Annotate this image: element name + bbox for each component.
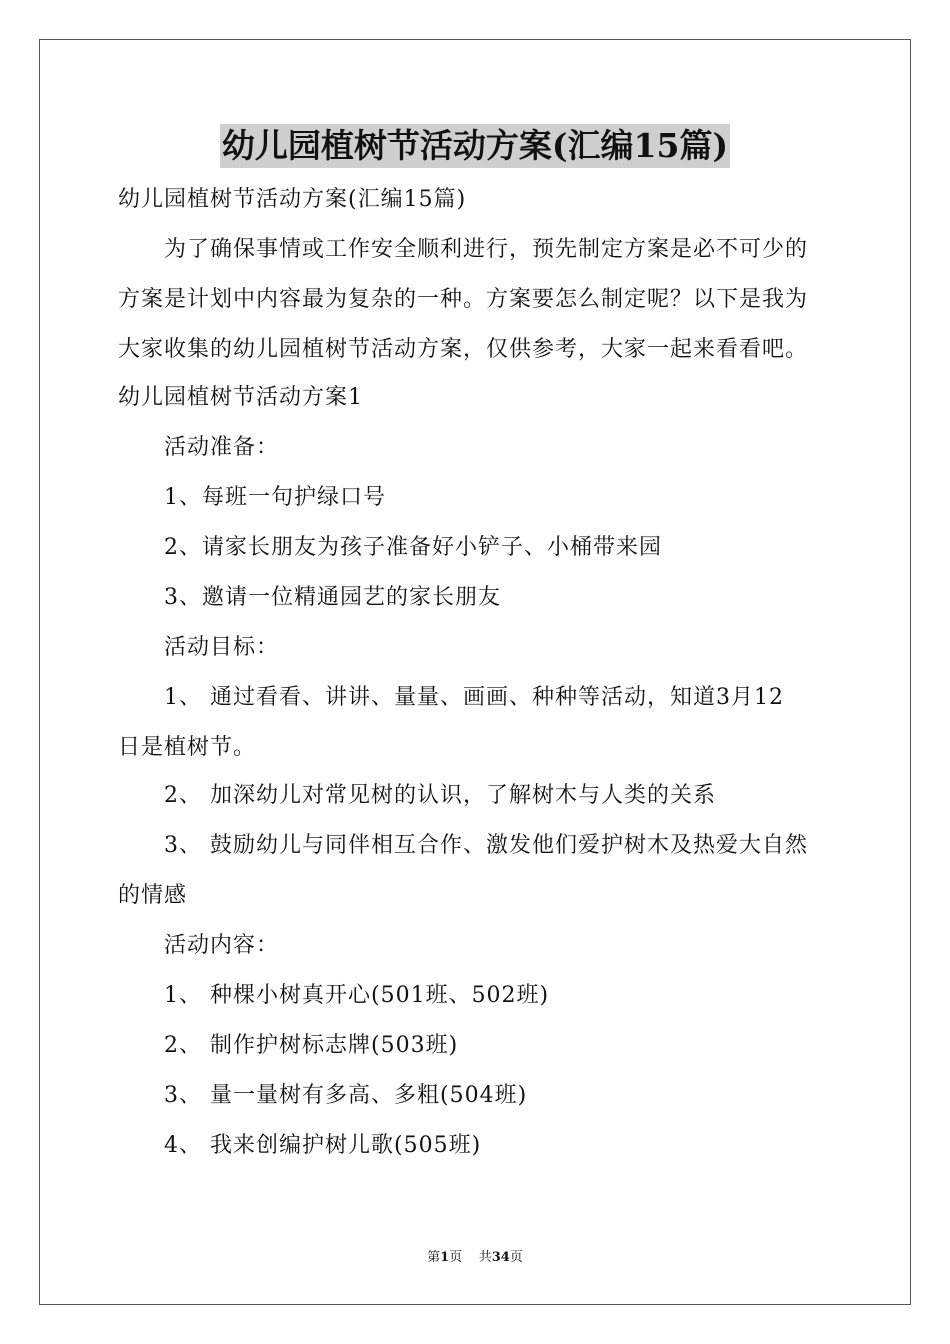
text-line: 3、 鼓励幼儿与同伴相互合作、激发他们爱护树木及热爱大自然 xyxy=(164,833,808,858)
text-line: 大家收集的幼儿园植树节活动方案，仅供参考，大家一起来看看吧。 xyxy=(118,337,809,362)
title-container xyxy=(0,124,950,168)
text-line: 幼儿园植树节活动方案1 xyxy=(118,385,363,410)
text-line: 4、 我来创编护树儿歌(505班) xyxy=(164,1133,482,1158)
total-suffix: 页 xyxy=(509,1250,523,1265)
page-border xyxy=(39,39,911,1305)
page-prefix: 第 xyxy=(427,1250,441,1265)
text-line: 1、 种棵小树真开心(501班、502班) xyxy=(164,983,550,1008)
text-line: 2、 制作护树标志牌(503班) xyxy=(164,1033,459,1058)
document-title: 幼儿园植树节活动方案(汇编15篇) xyxy=(220,124,730,168)
text-line: 的情感 xyxy=(118,883,188,908)
page-suffix: 页 xyxy=(449,1250,463,1265)
text-line: 日是植树节。 xyxy=(118,735,257,760)
text-line: 1、 通过看看、讲讲、量量、画画、种种等活动，知道3月12 xyxy=(164,685,784,710)
text-line: 1、每班一句护绿口号 xyxy=(164,485,386,510)
text-line: 幼儿园植树节活动方案(汇编15篇) xyxy=(118,187,467,212)
text-line: 2、请家长朋友为孩子准备好小铲子、小桶带来园 xyxy=(164,535,662,560)
total-prefix: 共 xyxy=(478,1250,492,1265)
text-line: 活动内容： xyxy=(164,933,280,958)
page-number: 1 xyxy=(440,1250,450,1265)
text-line: 方案是计划中内容最为复杂的一种。方案要怎么制定呢？以下是我为 xyxy=(118,287,809,312)
text-line: 为了确保事情或工作安全顺利进行，预先制定方案是必不可少的 xyxy=(164,237,809,262)
text-line: 3、 量一量树有多高、多粗(504班) xyxy=(164,1083,528,1108)
text-line: 2、 加深幼儿对常见树的认识，了解树木与人类的关系 xyxy=(164,783,716,808)
total-pages: 34 xyxy=(491,1250,510,1265)
text-line: 活动准备： xyxy=(164,435,280,460)
page-footer xyxy=(0,1250,950,1266)
text-line: 活动目标： xyxy=(164,635,280,660)
text-line: 3、邀请一位精通园艺的家长朋友 xyxy=(164,585,501,610)
